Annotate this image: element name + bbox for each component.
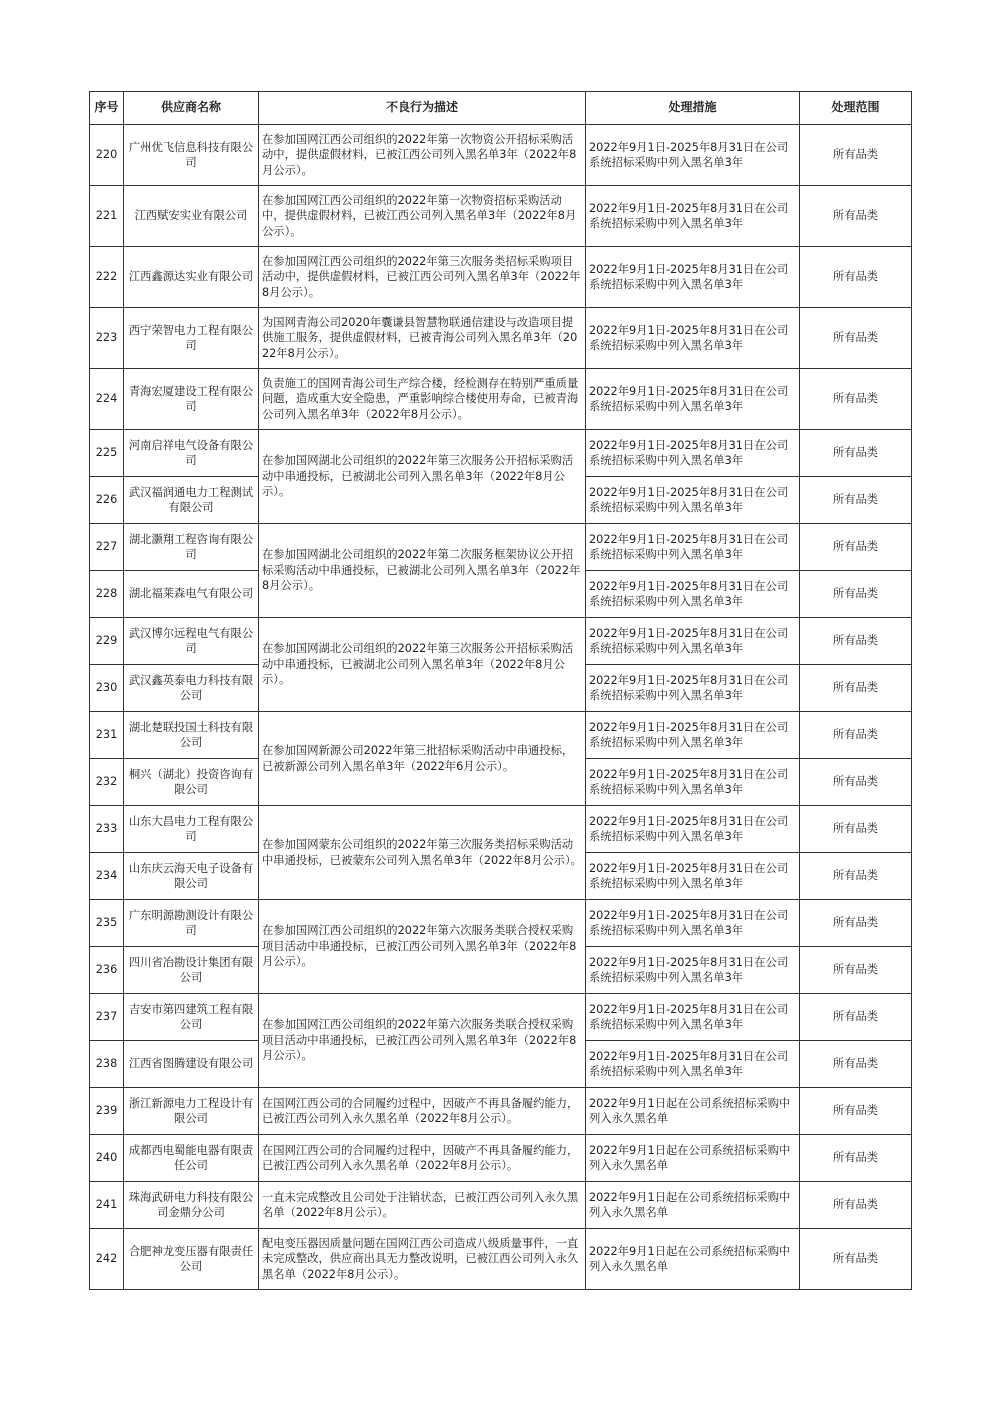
table-row <box>90 1229 912 1290</box>
row-seq: 226 <box>90 477 124 524</box>
row-seq: 228 <box>90 571 124 618</box>
row-measure: 2022年9月1日-2025年8月31日在公司系统招标采购中列入黑名单3年 <box>586 247 800 308</box>
header-description: 不良行为描述 <box>259 92 586 125</box>
row-scope: 所有品类 <box>800 369 912 430</box>
row-description: 配电变压器因质量问题在国网江西公司造成八级质量事件，一直未完成整改，供应商出具无力整改说明，已被江西公司列入永久黑名单（2022年8月公示）。 <box>259 1229 586 1290</box>
row-seq: 229 <box>90 618 124 665</box>
table-row <box>90 806 912 853</box>
row-measure: 2022年9月1日起在公司系统招标采购中列入永久黑名单 <box>586 1182 800 1229</box>
row-supplier: 山东大昌电力工程有限公司 <box>124 806 259 853</box>
row-seq: 231 <box>90 712 124 759</box>
row-scope: 所有品类 <box>800 571 912 618</box>
header-scope: 处理范围 <box>800 92 912 125</box>
row-measure: 2022年9月1日起在公司系统招标采购中列入永久黑名单 <box>586 1088 800 1135</box>
table-row <box>90 1182 912 1229</box>
row-seq: 239 <box>90 1088 124 1135</box>
row-seq: 230 <box>90 665 124 712</box>
row-measure: 2022年9月1日-2025年8月31日在公司系统招标采购中列入黑名单3年 <box>586 759 800 806</box>
row-seq: 224 <box>90 369 124 430</box>
table-row <box>90 994 912 1041</box>
row-description: 在参加国网湖北公司组织的2022年第三次服务公开招标采购活动中串通投标，已被湖北公司列入黑名单3年（2022年8月公示）。 <box>259 618 586 712</box>
row-measure: 2022年9月1日-2025年8月31日在公司系统招标采购中列入黑名单3年 <box>586 125 800 186</box>
row-supplier: 珠海武研电力科技有限公司金鼎分公司 <box>124 1182 259 1229</box>
row-supplier: 广州优飞信息科技有限公司 <box>124 125 259 186</box>
row-seq: 236 <box>90 947 124 994</box>
row-scope: 所有品类 <box>800 430 912 477</box>
row-supplier: 吉安市第四建筑工程有限公司 <box>124 994 259 1041</box>
row-scope: 所有品类 <box>800 618 912 665</box>
row-supplier: 西宁荣智电力工程有限公司 <box>124 308 259 369</box>
row-seq: 234 <box>90 853 124 900</box>
row-measure: 2022年9月1日-2025年8月31日在公司系统招标采购中列入黑名单3年 <box>586 524 800 571</box>
row-scope: 所有品类 <box>800 806 912 853</box>
row-supplier: 湖北福莱森电气有限公司 <box>124 571 259 618</box>
row-scope: 所有品类 <box>800 125 912 186</box>
row-scope: 所有品类 <box>800 900 912 947</box>
row-measure: 2022年9月1日-2025年8月31日在公司系统招标采购中列入黑名单3年 <box>586 369 800 430</box>
table-row <box>90 900 912 947</box>
row-scope: 所有品类 <box>800 1041 912 1088</box>
row-description: 在参加国网湖北公司组织的2022年第二次服务框架协议公开招标采购活动中串通投标，已被湖北公司列入黑名单3年（2022年8月公示）。 <box>259 524 586 618</box>
row-seq: 221 <box>90 186 124 247</box>
row-seq: 227 <box>90 524 124 571</box>
row-scope: 所有品类 <box>800 665 912 712</box>
row-supplier: 江西省图腾建设有限公司 <box>124 1041 259 1088</box>
row-description: 在国网江西公司的合同履约过程中，因破产不再具备履约能力，已被江西公司列入永久黑名单（2022年8月公示）。 <box>259 1135 586 1182</box>
row-seq: 222 <box>90 247 124 308</box>
row-description: 在参加国网江西公司组织的2022年第六次服务类联合授权采购项目活动中串通投标，已被江西公司列入黑名单3年（2022年8月公示）。 <box>259 900 586 994</box>
row-description: 在参加国网新源公司2022年第三批招标采购活动中串通投标，已被新源公司列入黑名单3年（2022年6月公示）。 <box>259 712 586 806</box>
row-description: 在国网江西公司的合同履约过程中，因破产不再具备履约能力，已被江西公司列入永久黑名单（2022年8月公示）。 <box>259 1088 586 1135</box>
row-seq: 232 <box>90 759 124 806</box>
row-measure: 2022年9月1日-2025年8月31日在公司系统招标采购中列入黑名单3年 <box>586 618 800 665</box>
row-scope: 所有品类 <box>800 853 912 900</box>
row-measure: 2022年9月1日-2025年8月31日在公司系统招标采购中列入黑名单3年 <box>586 806 800 853</box>
row-description: 在参加国网江西公司组织的2022年第一次物资招标采购活动中，提供虚假材料，已被江西公司列入黑名单3年（2022年8月公示）。 <box>259 186 586 247</box>
header-supplier: 供应商名称 <box>124 92 259 125</box>
row-measure: 2022年9月1日-2025年8月31日在公司系统招标采购中列入黑名单3年 <box>586 571 800 618</box>
row-scope: 所有品类 <box>800 247 912 308</box>
table-row <box>90 618 912 665</box>
row-supplier: 成都西电蜀能电器有限责任公司 <box>124 1135 259 1182</box>
row-scope: 所有品类 <box>800 1088 912 1135</box>
row-description: 在参加国网江西公司组织的2022年第六次服务类联合授权采购项目活动中串通投标，已被江西公司列入黑名单3年（2022年8月公示）。 <box>259 994 586 1088</box>
row-measure: 2022年9月1日-2025年8月31日在公司系统招标采购中列入黑名单3年 <box>586 665 800 712</box>
table-row <box>90 1135 912 1182</box>
row-supplier: 青海宏厦建设工程有限公司 <box>124 369 259 430</box>
header-seq: 序号 <box>90 92 124 125</box>
row-description: 在参加国网蒙东公司组织的2022年第三次服务类招标采购活动中串通投标，已被蒙东公司列入黑名单3年（2022年8月公示）。 <box>259 806 586 900</box>
row-seq: 223 <box>90 308 124 369</box>
row-scope: 所有品类 <box>800 1229 912 1290</box>
row-supplier: 江西赋安实业有限公司 <box>124 186 259 247</box>
row-seq: 233 <box>90 806 124 853</box>
row-measure: 2022年9月1日-2025年8月31日在公司系统招标采购中列入黑名单3年 <box>586 186 800 247</box>
row-seq: 241 <box>90 1182 124 1229</box>
row-measure: 2022年9月1日-2025年8月31日在公司系统招标采购中列入黑名单3年 <box>586 900 800 947</box>
row-supplier: 武汉博尔远程电气有限公司 <box>124 618 259 665</box>
row-scope: 所有品类 <box>800 1182 912 1229</box>
row-supplier: 合肥神龙变压器有限责任公司 <box>124 1229 259 1290</box>
table-row <box>90 1088 912 1135</box>
row-description: 在参加国网江西公司组织的2022年第一次物资公开招标采购活动中，提供虚假材料，已被江西公司列入黑名单3年（2022年8月公示）。 <box>259 125 586 186</box>
row-measure: 2022年9月1日-2025年8月31日在公司系统招标采购中列入黑名单3年 <box>586 994 800 1041</box>
row-scope: 所有品类 <box>800 524 912 571</box>
table-header-row <box>90 92 912 125</box>
row-measure: 2022年9月1日起在公司系统招标采购中列入永久黑名单 <box>586 1135 800 1182</box>
row-scope: 所有品类 <box>800 947 912 994</box>
row-scope: 所有品类 <box>800 186 912 247</box>
row-measure: 2022年9月1日-2025年8月31日在公司系统招标采购中列入黑名单3年 <box>586 477 800 524</box>
row-description: 一直未完成整改且公司处于注销状态，已被江西公司列入永久黑名单（2022年8月公示）。 <box>259 1182 586 1229</box>
row-seq: 242 <box>90 1229 124 1290</box>
row-scope: 所有品类 <box>800 712 912 759</box>
row-scope: 所有品类 <box>800 994 912 1041</box>
row-supplier: 广东明源勘测设计有限公司 <box>124 900 259 947</box>
row-supplier: 桐兴（湖北）投资咨询有限公司 <box>124 759 259 806</box>
row-seq: 237 <box>90 994 124 1041</box>
row-description: 为国网青海公司2020年囊谦县智慧物联通信建设与改造项目提供施工服务，提供虚假材料，已被青海公司列入黑名单3年（2022年8月公示）。 <box>259 308 586 369</box>
row-supplier: 湖北楚联投国土科技有限公司 <box>124 712 259 759</box>
row-supplier: 江西鑫源达实业有限公司 <box>124 247 259 308</box>
row-supplier: 湖北灏翔工程咨询有限公司 <box>124 524 259 571</box>
table-row <box>90 125 912 186</box>
row-measure: 2022年9月1日-2025年8月31日在公司系统招标采购中列入黑名单3年 <box>586 853 800 900</box>
row-supplier: 武汉鑫英泰电力科技有限公司 <box>124 665 259 712</box>
table-row <box>90 712 912 759</box>
table-row <box>90 524 912 571</box>
table-row <box>90 430 912 477</box>
table-row <box>90 369 912 430</box>
row-description: 在参加国网湖北公司组织的2022年第三次服务公开招标采购活动中串通投标，已被湖北公司列入黑名单3年（2022年8月公示）。 <box>259 430 586 524</box>
row-scope: 所有品类 <box>800 308 912 369</box>
table-row <box>90 247 912 308</box>
row-supplier: 武汉福润通电力工程测试有限公司 <box>124 477 259 524</box>
row-seq: 240 <box>90 1135 124 1182</box>
table-row <box>90 186 912 247</box>
row-seq: 238 <box>90 1041 124 1088</box>
row-seq: 235 <box>90 900 124 947</box>
row-supplier: 浙江新源电力工程设计有限公司 <box>124 1088 259 1135</box>
row-supplier: 河南启祥电气设备有限公司 <box>124 430 259 477</box>
row-measure: 2022年9月1日-2025年8月31日在公司系统招标采购中列入黑名单3年 <box>586 308 800 369</box>
row-scope: 所有品类 <box>800 477 912 524</box>
row-seq: 220 <box>90 125 124 186</box>
header-measure: 处理措施 <box>586 92 800 125</box>
row-scope: 所有品类 <box>800 759 912 806</box>
row-measure: 2022年9月1日-2025年8月31日在公司系统招标采购中列入黑名单3年 <box>586 1041 800 1088</box>
row-description: 在参加国网江西公司组织的2022年第三次服务类招标采购项目活动中，提供虚假材料，已被江西公司列入黑名单3年（2022年8月公示）。 <box>259 247 586 308</box>
row-seq: 225 <box>90 430 124 477</box>
supplier-blacklist-table <box>89 91 912 1290</box>
row-measure: 2022年9月1日起在公司系统招标采购中列入永久黑名单 <box>586 1229 800 1290</box>
row-scope: 所有品类 <box>800 1135 912 1182</box>
row-measure: 2022年9月1日-2025年8月31日在公司系统招标采购中列入黑名单3年 <box>586 430 800 477</box>
table-row <box>90 308 912 369</box>
row-measure: 2022年9月1日-2025年8月31日在公司系统招标采购中列入黑名单3年 <box>586 712 800 759</box>
row-supplier: 山东庆云海天电子设备有限公司 <box>124 853 259 900</box>
row-measure: 2022年9月1日-2025年8月31日在公司系统招标采购中列入黑名单3年 <box>586 947 800 994</box>
row-supplier: 四川省冶勘设计集团有限公司 <box>124 947 259 994</box>
row-description: 负责施工的国网青海公司生产综合楼，经检测存在特别严重质量问题，造成重大安全隐患，严重影响综合楼使用寿命，已被青海公司列入黑名单3年（2022年8月公示）。 <box>259 369 586 430</box>
